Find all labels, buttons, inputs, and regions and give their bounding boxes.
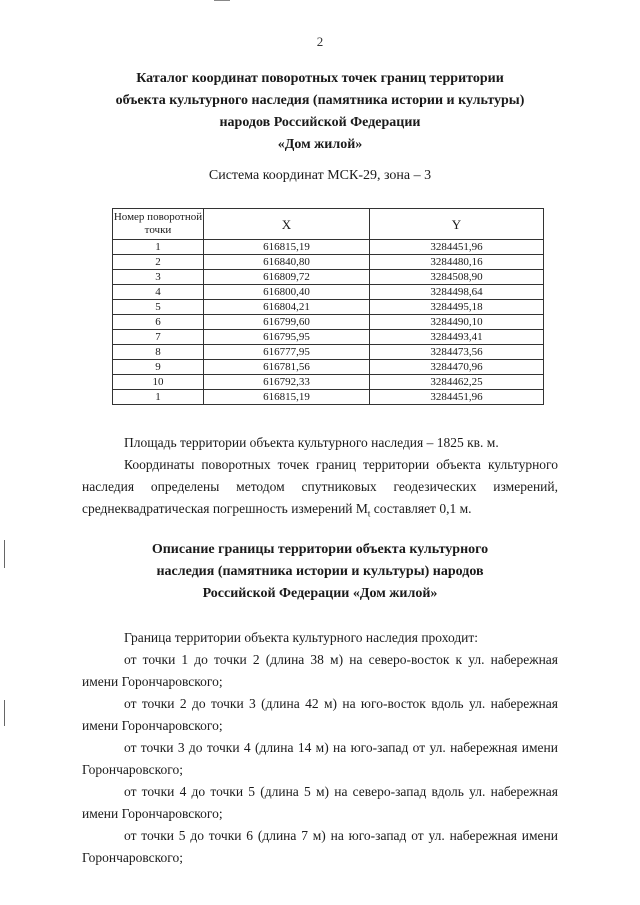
scan-artifact-top — [214, 0, 230, 1]
coordinates-table — [112, 208, 544, 405]
boundary-segment: от точки 4 до точки 5 (длина 5 м) на северо-запад вдоль ул. набережная имени Горончаровского; — [82, 784, 558, 821]
cell-point-number: 9 — [113, 360, 204, 375]
boundary-segment: от точки 5 до точки 6 (длина 7 м) на юго-запад от ул. набережная имени Горончаровского; — [82, 828, 558, 865]
cell-x: 616799,60 — [204, 315, 370, 330]
catalog-title-line: «Дом жилой» — [277, 137, 363, 152]
cell-point-number: 8 — [113, 345, 204, 360]
boundary-intro: Граница территории объекта культурного наследия проходит: — [124, 630, 479, 645]
table-row — [113, 285, 544, 300]
cell-x: 616804,21 — [204, 300, 370, 315]
catalog-title-line: народов Российской Федерации — [219, 115, 421, 130]
scan-artifact-left-2 — [4, 700, 5, 726]
header-y: Y — [370, 209, 544, 240]
description-heading — [60, 539, 580, 605]
table-row — [113, 240, 544, 255]
accuracy-subscript: t — [367, 508, 371, 519]
header-point-number: Номер поворотной точки — [113, 209, 204, 240]
page-number: 2 — [316, 34, 324, 49]
cell-y: 3284451,96 — [370, 240, 544, 255]
cell-x: 616815,19 — [204, 240, 370, 255]
catalog-title-line: объекта культурного наследия (памятника истории и культуры) — [115, 93, 525, 108]
table-body — [113, 240, 544, 405]
cell-x: 616815,19 — [204, 390, 370, 405]
cell-y: 3284508,90 — [370, 270, 544, 285]
cell-y: 3284498,64 — [370, 285, 544, 300]
cell-x: 616792,33 — [204, 375, 370, 390]
table-row — [113, 270, 544, 285]
table-row — [113, 300, 544, 315]
description-heading-line: Российской Федерации «Дом жилой» — [202, 586, 438, 601]
boundary-segment: от точки 2 до точки 3 (длина 42 м) на юго-восток вдоль ул. набережная имени Горончаровского; — [82, 696, 558, 733]
cell-y: 3284495,18 — [370, 300, 544, 315]
boundary-segment: от точки 3 до точки 4 (длина 14 м) на юго-запад от ул. набережная имени Горончаровского; — [82, 740, 558, 777]
table-row — [113, 315, 544, 330]
cell-point-number: 10 — [113, 375, 204, 390]
boundary-description — [82, 627, 558, 869]
table-row — [113, 390, 544, 405]
cell-point-number: 5 — [113, 300, 204, 315]
cell-point-number: 4 — [113, 285, 204, 300]
header-x: X — [204, 209, 370, 240]
table-row — [113, 255, 544, 270]
cell-y: 3284451,96 — [370, 390, 544, 405]
table-row — [113, 345, 544, 360]
table-header-row — [113, 209, 544, 240]
description-heading-line: Описание границы территории объекта культурного — [151, 542, 489, 557]
coordinate-system: Система координат МСК-29, зона – 3 — [208, 168, 432, 183]
boundary-segment: от точки 1 до точки 2 (длина 38 м) на северо-восток к ул. набережная имени Горончаровского; — [82, 652, 558, 689]
cell-y: 3284462,25 — [370, 375, 544, 390]
cell-x: 616777,95 — [204, 345, 370, 360]
scan-artifact-left-1 — [4, 540, 5, 568]
cell-x: 616840,80 — [204, 255, 370, 270]
cell-point-number: 6 — [113, 315, 204, 330]
table-row — [113, 330, 544, 345]
catalog-title-line: Каталог координат поворотных точек границ территории — [136, 71, 504, 86]
area-paragraph: Площадь территории объекта культурного наследия – 1825 кв. м. — [124, 435, 499, 450]
cell-y: 3284490,10 — [370, 315, 544, 330]
accuracy-text: Координаты поворотных точек границ территории объекта культурного наследия определены методом спутниковых геодезических измерений, среднеквадратическая погрешность измерений M — [82, 457, 558, 516]
cell-x: 616795,95 — [204, 330, 370, 345]
accuracy-tail: составляет 0,1 м. — [370, 501, 472, 516]
accuracy-paragraph — [82, 454, 558, 525]
table-row — [113, 375, 544, 390]
cell-x: 616781,56 — [204, 360, 370, 375]
cell-point-number: 2 — [113, 255, 204, 270]
cell-point-number: 1 — [113, 390, 204, 405]
cell-x: 616809,72 — [204, 270, 370, 285]
cell-point-number: 3 — [113, 270, 204, 285]
catalog-title — [60, 68, 580, 156]
cell-y: 3284470,96 — [370, 360, 544, 375]
table-row — [113, 360, 544, 375]
cell-point-number: 7 — [113, 330, 204, 345]
cell-y: 3284493,41 — [370, 330, 544, 345]
cell-x: 616800,40 — [204, 285, 370, 300]
description-heading-line: наследия (памятника истории и культуры) народов — [156, 564, 484, 579]
cell-point-number: 1 — [113, 240, 204, 255]
cell-y: 3284473,56 — [370, 345, 544, 360]
cell-y: 3284480,16 — [370, 255, 544, 270]
